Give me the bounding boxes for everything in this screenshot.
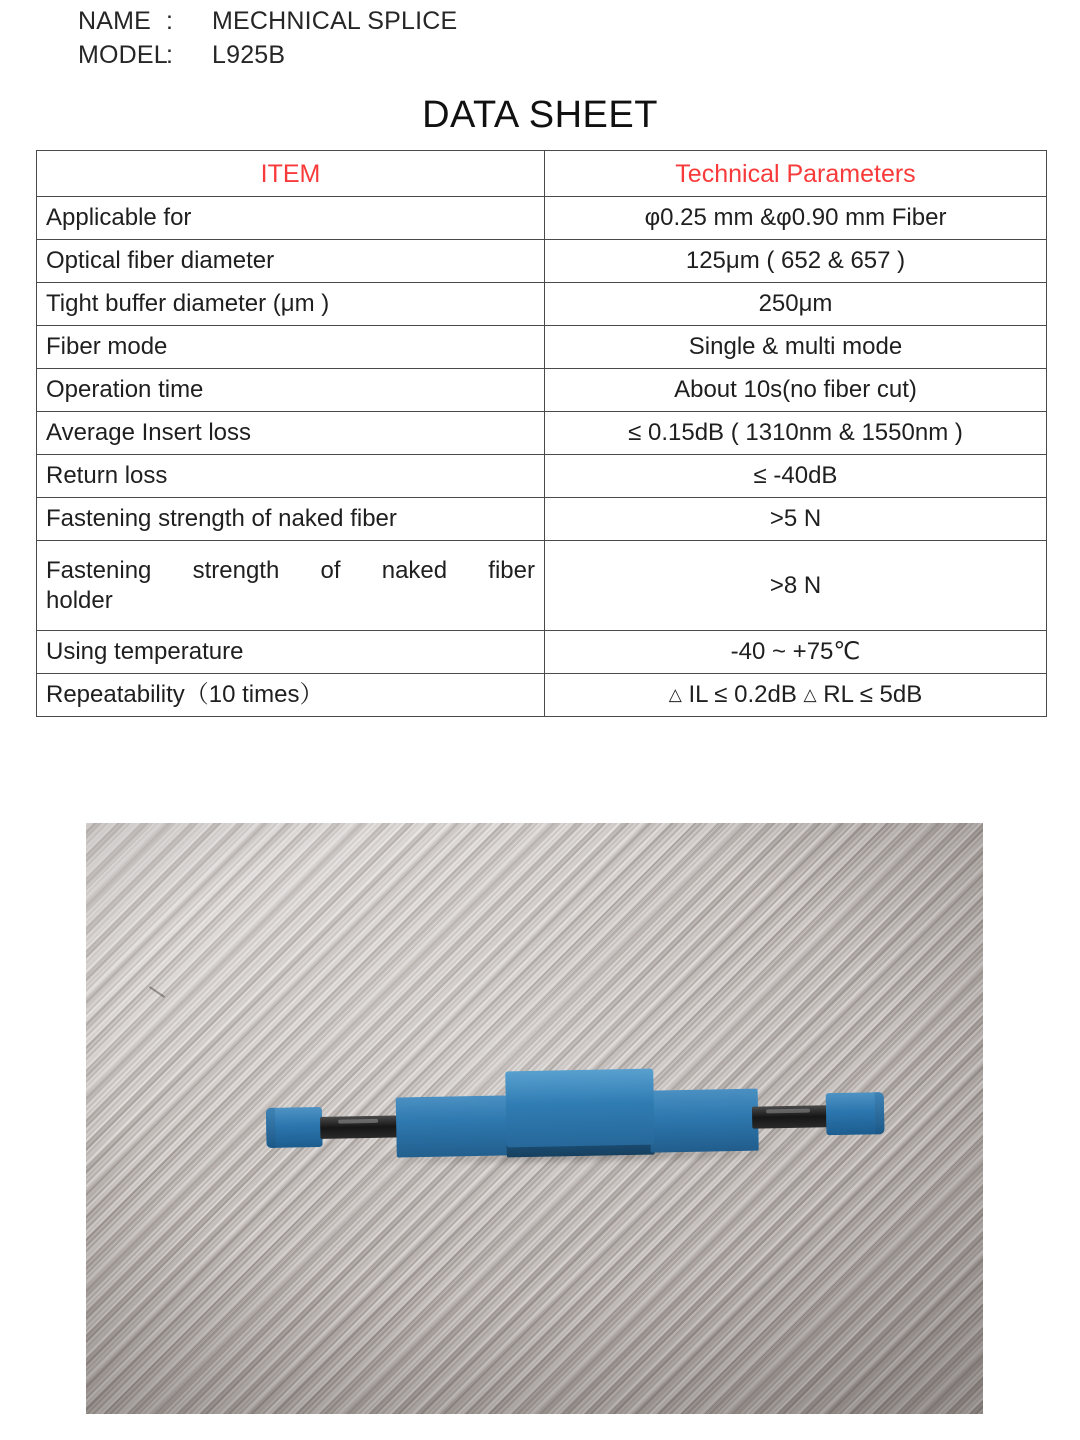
document-header xyxy=(78,4,778,72)
header-model-key: MODEL xyxy=(78,41,168,69)
table-row xyxy=(37,631,1047,674)
header-row-model xyxy=(78,38,778,72)
left-blue-body xyxy=(396,1095,515,1157)
table-row xyxy=(37,197,1047,240)
row-item-label: Optical fiber diameter xyxy=(37,240,545,283)
table-row xyxy=(37,412,1047,455)
row-item-value: φ0.25 mm &φ0.90 mm Fiber xyxy=(545,197,1047,240)
table-row xyxy=(37,498,1047,541)
header-name-key: NAME xyxy=(78,7,152,35)
row-item-label: Tight buffer diameter (μm ) xyxy=(37,283,545,326)
row-item-label-line-2: holder xyxy=(46,586,113,614)
row-item-value: About 10s(no fiber cut) xyxy=(545,369,1047,412)
page-title: DATA SHEET xyxy=(422,94,658,136)
row-item-value xyxy=(545,674,1047,717)
table-row xyxy=(37,455,1047,498)
left-ferrule-highlight xyxy=(338,1119,378,1124)
row-item-value: >5 N xyxy=(545,498,1047,541)
row-item-value: ≤ 0.15dB ( 1310nm & 1550nm ) xyxy=(545,412,1047,455)
right-ferrule-highlight xyxy=(766,1109,810,1114)
table-row xyxy=(37,326,1047,369)
row-item-label: Return loss xyxy=(37,455,545,498)
row-item-value: Single & multi mode xyxy=(545,326,1047,369)
delta-icon-il: △ xyxy=(668,685,682,704)
table-row xyxy=(37,369,1047,412)
table-row xyxy=(37,240,1047,283)
mechanical-splice-device xyxy=(265,1048,787,1178)
center-raised-block xyxy=(505,1069,654,1148)
row-item-label: Fiber mode xyxy=(37,326,545,369)
header-name-colon: : xyxy=(166,7,174,35)
column-header-item: ITEM xyxy=(37,151,545,197)
row-item-value: 250μm xyxy=(545,283,1047,326)
row-item-label: Repeatability（10 times） xyxy=(37,674,545,717)
header-name-value: MECHNICAL SPLICE xyxy=(212,7,458,35)
table-row xyxy=(37,283,1047,326)
row-item-value-rl: RL ≤ 5dB xyxy=(816,681,923,708)
delta-icon-rl: △ xyxy=(803,685,817,704)
header-row-name xyxy=(78,4,778,38)
column-header-param: Technical Parameters xyxy=(545,151,1047,197)
row-item-label: Applicable for xyxy=(37,197,545,240)
table-row xyxy=(37,674,1047,717)
row-item-label: Operation time xyxy=(37,369,545,412)
specifications-table xyxy=(36,150,1047,717)
row-item-value: >8 N xyxy=(545,541,1047,631)
table-row-wrapped xyxy=(37,541,1047,631)
right-blue-body xyxy=(650,1089,759,1153)
table-header-row xyxy=(37,151,1047,197)
row-item-label: Using temperature xyxy=(37,631,545,674)
row-item-value: -40 ~ +75℃ xyxy=(545,631,1047,674)
row-item-value-il: IL ≤ 0.2dB xyxy=(681,681,804,708)
row-item-label: Average Insert loss xyxy=(37,412,545,455)
row-item-label: Fastening strength of naked fiber xyxy=(37,498,545,541)
row-item-label xyxy=(37,541,545,631)
product-photo xyxy=(86,823,983,1414)
right-end-cap-face xyxy=(875,1092,885,1134)
left-end-cap-face xyxy=(266,1108,276,1148)
header-model-value: L925B xyxy=(212,41,286,69)
row-item-value: ≤ -40dB xyxy=(545,455,1047,498)
row-item-label-line-1: Fastening strength of naked fiber xyxy=(46,556,535,584)
photo-scratch-mark xyxy=(149,986,165,998)
header-model-colon: : xyxy=(166,41,174,69)
row-item-value: 125μm ( 652 & 657 ) xyxy=(545,240,1047,283)
